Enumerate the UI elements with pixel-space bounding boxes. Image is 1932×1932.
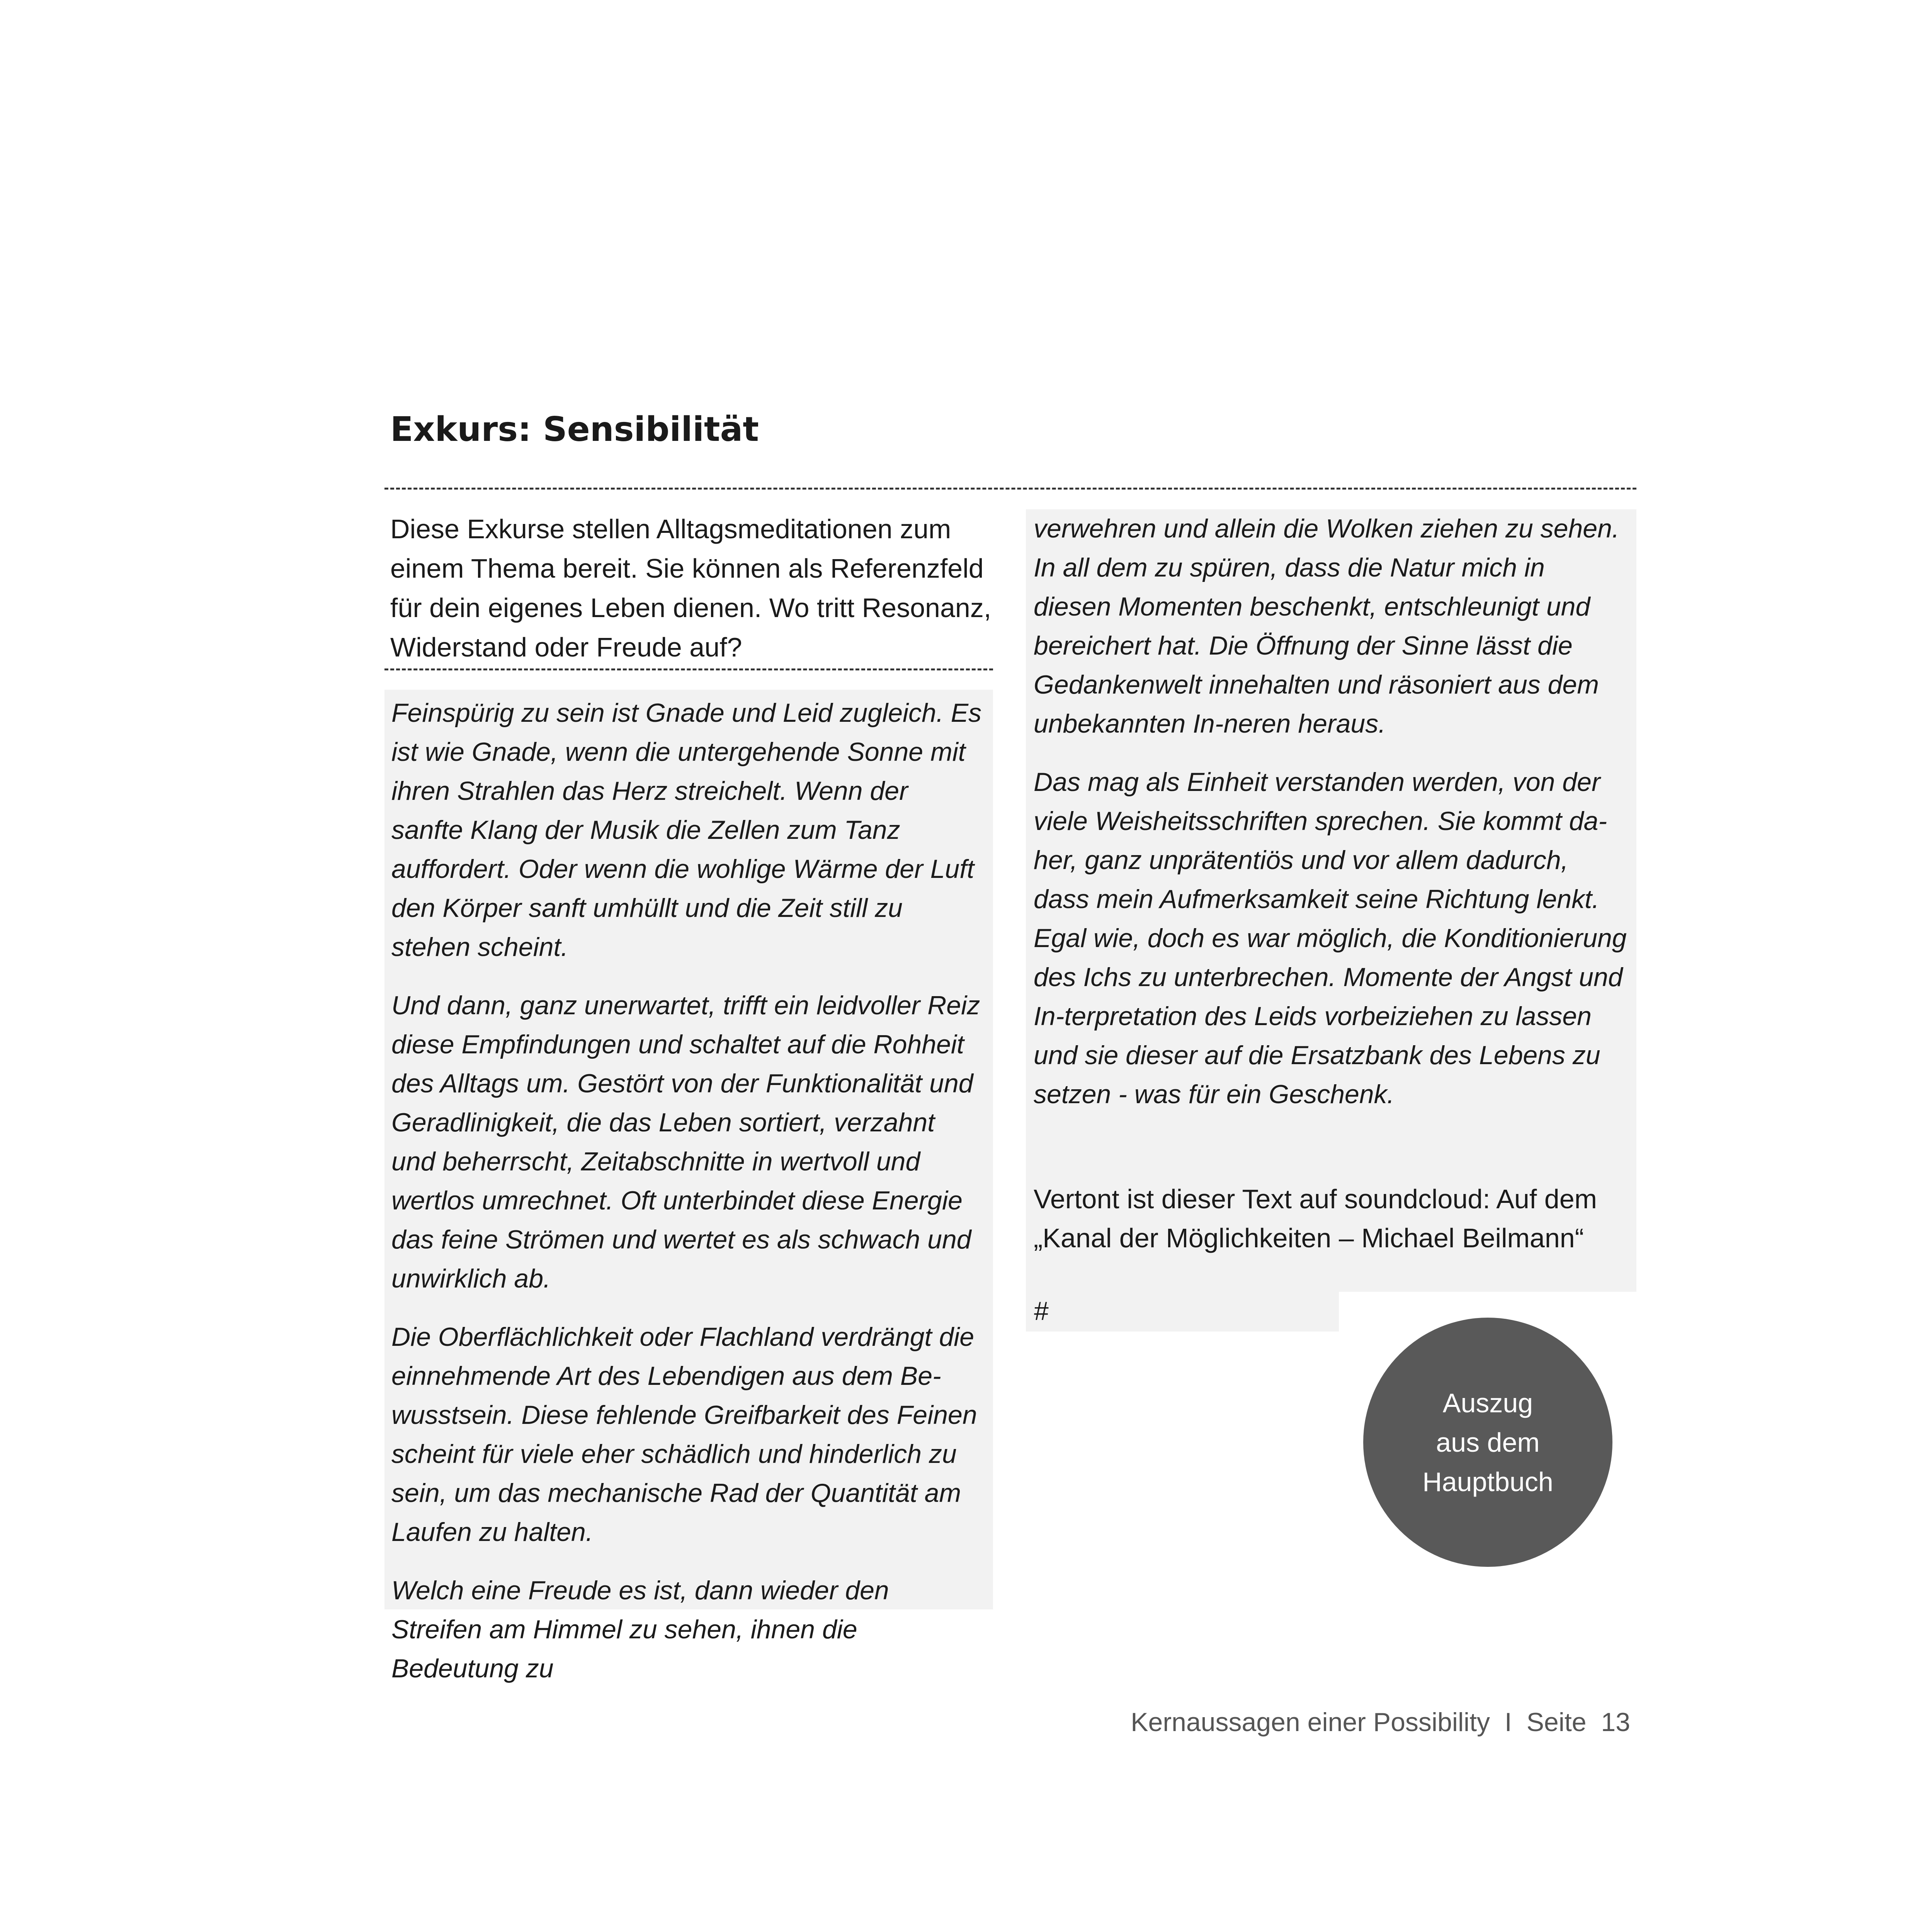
footer-separator: I [1504, 1708, 1512, 1737]
hash-mark: # [1034, 1296, 1048, 1326]
footer-page-label: Seite [1526, 1708, 1587, 1737]
paragraph: Die Oberflächlichkeit oder Flachland verdrängt die einnehmende Art des Lebendigen aus dem Be-wusstsein. Diese fehlende Greifbarkeit des Feinen scheint für viele eher schädlich und hinderlich zu sein, um das mechanische Rad der Quantität am Laufen zu halten. [391, 1322, 977, 1547]
intro-divider [384, 668, 993, 670]
intro-text: Diese Exkurse stellen Alltagsmeditationen zum einem Thema bereit. Sie können als Referenzfeld für dein eigenes Leben dienen. Wo tritt Resonanz, Widerstand oder Freude auf? [390, 514, 992, 662]
meditation-text-right-column [1026, 509, 1636, 1292]
page-title: Exkurs: Sensibilität [390, 410, 759, 449]
paragraph: Feinspürig zu sein ist Gnade und Leid zugleich. Es ist wie Gnade, wenn die untergehende Sonne mit ihren Strahlen das Herz streichelt. Wenn der sanfte Klang der Musik die Zellen zum Tanz auffordert. Oder wenn die wohlige Wärme der Luft den Körper sanft umhüllt und die Zeit still zu stehen scheint. [391, 698, 982, 962]
badge-line: aus dem [1436, 1427, 1540, 1458]
badge-line: Hauptbuch [1422, 1466, 1553, 1497]
excerpt-badge [1363, 1318, 1612, 1567]
badge-line: Auszug [1442, 1388, 1533, 1418]
page-number: 13 [1601, 1708, 1630, 1737]
hash-box [1026, 1292, 1339, 1332]
paragraph: Das mag als Einheit verstanden werden, von der viele Weisheitsschriften sprechen. Sie kommt da-her, ganz unprätentiös und vor allem dadurch, dass mein Aufmerksamkeit seine Richtung lenkt. Egal wie, doch es war möglich, die Konditionierung des Ichs zu unterbrechen. Momente der Angst und In-terpretation des Leids vorbeiziehen zu lassen und sie dieser auf die Ersatzbank des Lebens zu setzen - was für ein Geschenk. [1034, 767, 1627, 1109]
footer-book-title: Kernaussagen einer Possibility [1131, 1708, 1490, 1737]
paragraph: Und dann, ganz unerwartet, trifft ein leidvoller Reiz diese Empfindungen und schaltet auf die Rohheit des Alltags um. Gestört von der Funktionalität und Geradlinigkeit, die das Leben sortiert, verzahnt und beherrscht, Zeitabschnitte in wertvoll und wertlos umrechnet. Oft unterbindet diese Energie das feine Strömen und wertet es als schwach und unwirklich ab. [391, 991, 980, 1293]
soundcloud-note: Vertont ist dieser Text auf soundcloud: Auf dem „Kanal der Möglichkeiten – Michael Beilmann“ [1034, 1184, 1597, 1253]
paragraph: Welch eine Freude es ist, dann wieder den Streifen am Himmel zu sehen, ihnen die Bedeutung zu [391, 1576, 889, 1683]
meditation-text-left-column [384, 690, 993, 1683]
page-footer [1131, 1707, 1630, 1737]
paragraph: verwehren und allein die Wolken ziehen zu sehen. In all dem zu spüren, dass die Natur mich in diesen Momenten beschenkt, entschleunigt und bereichert hat. Die Öffnung der Sinne lässt die Gedankenwelt innehalten und räsoniert aus dem unbekannten In-neren heraus. [1034, 514, 1619, 738]
heading-divider [384, 488, 1636, 490]
